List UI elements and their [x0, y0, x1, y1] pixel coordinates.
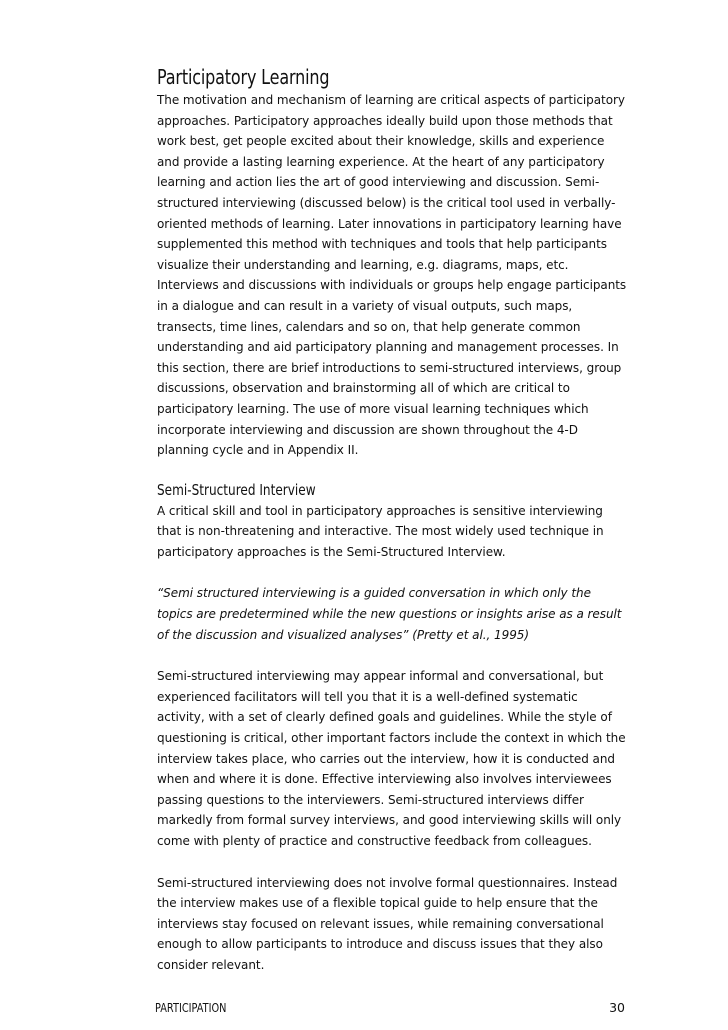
intro-paragraph: The motivation and mechanism of learning are critical aspects of participatory approaches. Participatory approaches ideally build upon those methods that work best, get people excited about their knowledge, skills and experience and provide a lasting learning experience. At the heart of any participatory learning and action lies the art of good interviewing and discussion. Semi-structured interviewing (discussed below) is the critical tool used in verbally-oriented methods of learning. Later innovations in participatory learning have supplemented this method with techniques and tools that help participants visualize their understanding and learning, e.g. diagrams, maps, etc. Interviews and discussions with individuals or groups help engage participants in a dialogue and can result in a variety of visual outputs, such maps, transects, time lines, calendars and so on, that help generate common understanding and aid participatory planning and management processes. In this section, there are brief introductions to semi-structured interviews, group discussions, observation and brainstorming all of which are critical to participatory learning. The use of more visual learning techniques which incorporate interviewing and discussion are shown throughout the 4-D planning cycle and in Appendix II. — [157, 93, 627, 458]
quotation: “Semi structured interviewing is a guided conversation in which only the topics are predetermined while the new questions or insights arise as a result of the discussion and visualized analyses” (Pretty et al., 1995) — [157, 586, 622, 642]
body-paragraph: Semi-structured interviewing may appear informal and conversational, but experienced facilitators will tell you that it is a well-defined systematic activity, with a set of clearly defined goals and guidelines. While the style of questioning is critical, other important factors include the context in which the interview takes place, who carries out the interview, how it is conducted and when and where it is done. Effective interviewing also involves interviewees passing questions to the interviewers. Semi-structured interviews differ markedly from formal survey interviews, and good interviewing skills will only come with plenty of practice and constructive feedback from colleagues. — [157, 669, 626, 848]
footer-label: PARTICIPATION — [155, 1000, 227, 1015]
page-number: 30 — [609, 1000, 625, 1015]
subsection-heading: Semi-Structured Interview — [157, 480, 316, 499]
page-body — [157, 64, 627, 976]
subsection-intro-paragraph: A critical skill and tool in participatory approaches is sensitive interviewing that is non-threatening and interactive. The most widely used technique in participatory approaches is the Semi-Structured Interview. — [157, 503, 604, 559]
section-heading: Participatory Learning — [157, 65, 330, 89]
body-paragraph-final: Semi-structured interviewing does not involve formal questionnaires. Instead the interview makes use of a flexible topical guide to help ensure that the interviews stay focused on relevant issues, while remaining conversational enough to allow participants to introduce and discuss issues that they also consider relevant. — [157, 875, 618, 972]
page-footer — [155, 1000, 625, 1020]
